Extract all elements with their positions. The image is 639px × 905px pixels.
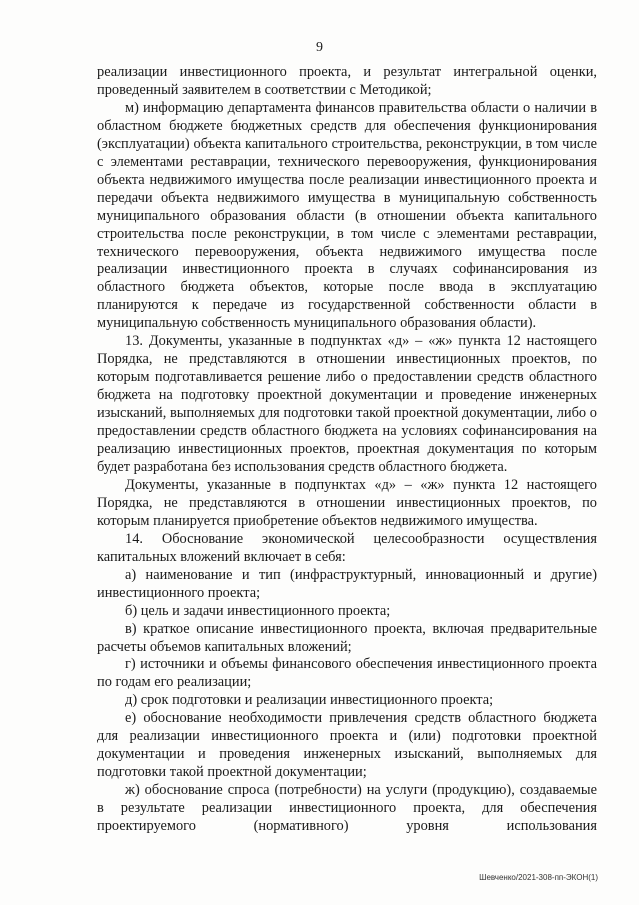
paragraph-item-g: г) источники и объемы финансового обеспечения инвестиционного проекта по годам его реализации; bbox=[97, 656, 597, 691]
document-body bbox=[97, 64, 597, 836]
paragraph-item-a: а) наименование и тип (инфраструктурный, инновационный и другие) инвестиционного проекта; bbox=[97, 566, 597, 601]
paragraph-item-e: е) обоснование необходимости привлечения средств областного бюджета для реализации инвестиционного проекта и (или) подготовки проектной документации и проведения инженерных изысканий, выполняемых для подготовки такой проектной документации; bbox=[97, 710, 597, 781]
document-code: Шевченко/2021-308-пп-ЭКОН(1) bbox=[479, 873, 598, 882]
paragraph-item-b: б) цель и задачи инвестиционного проекта; bbox=[125, 602, 391, 619]
page-number: 9 bbox=[316, 40, 323, 55]
paragraph-item-zh: ж) обоснование спроса (потребности) на услуги (продукцию), создаваемые в результате реализации инвестиционного проекта, для обеспечения проектируемого (нормативного) уровня использования bbox=[97, 782, 597, 835]
paragraph-13-note: Документы, указанные в подпунктах «д» – «ж» пункта 12 настоящего Порядка, не представляются в отношении инвестиционных проектов, по которым планируется приобретение объектов недвижимого имущества. bbox=[97, 476, 597, 529]
paragraph-item-v: в) краткое описание инвестиционного проекта, включая предварительные расчеты объемов капитальных вложений; bbox=[97, 620, 597, 655]
paragraph-14: 14. Обоснование экономической целесообразности осуществления капитальных вложений включает в себя: bbox=[97, 530, 597, 565]
paragraph-item-m: м) информацию департамента финансов правительства области о наличии в областном бюджете бюджетных средств для обеспечения функционирования (эксплуатации) объекта капитального строительства, реконструкции, в том числе с элементами реставрации, технического перевооружения, функционирования объекта недвижимого имущества после реализации инвестиционного проекта и передачи объекта недвижимого имущества в муниципальную собственность муниципального образования области (в отношении объекта капитального строительства после реконструкции, в том числе с элементами реставрации, технического перевооружения, объекта недвижимого имущества после реализации инвестиционного проекта в случаях софинансирования из областного бюджета объектов, которые после ввода в эксплуатацию планируются к передаче из государственной собственности области в муниципальную собственность муниципального образования области). bbox=[97, 99, 597, 332]
paragraph-continuation: реализации инвестиционного проекта, и результат интегральной оценки, проведенный заявителем в соответствии с Методикой; bbox=[97, 64, 597, 98]
paragraph-item-d: д) срок подготовки и реализации инвестиционного проекта; bbox=[125, 692, 494, 709]
paragraph-13: 13. Документы, указанные в подпунктах «д» – «ж» пункта 12 настоящего Порядка, не представляются в отношении инвестиционных проектов, по которым подготавливается решение либо о предоставлении средств областного бюджета на подготовку проектной документации и проведение инженерных изысканий, выполняемых для подготовки такой проектной документации, либо о предоставлении средств областного бюджета на условиях софинансирования на реализацию инвестиционных проектов, проектная документация по которым будет разработана без использования средств областного бюджета. bbox=[97, 333, 597, 475]
